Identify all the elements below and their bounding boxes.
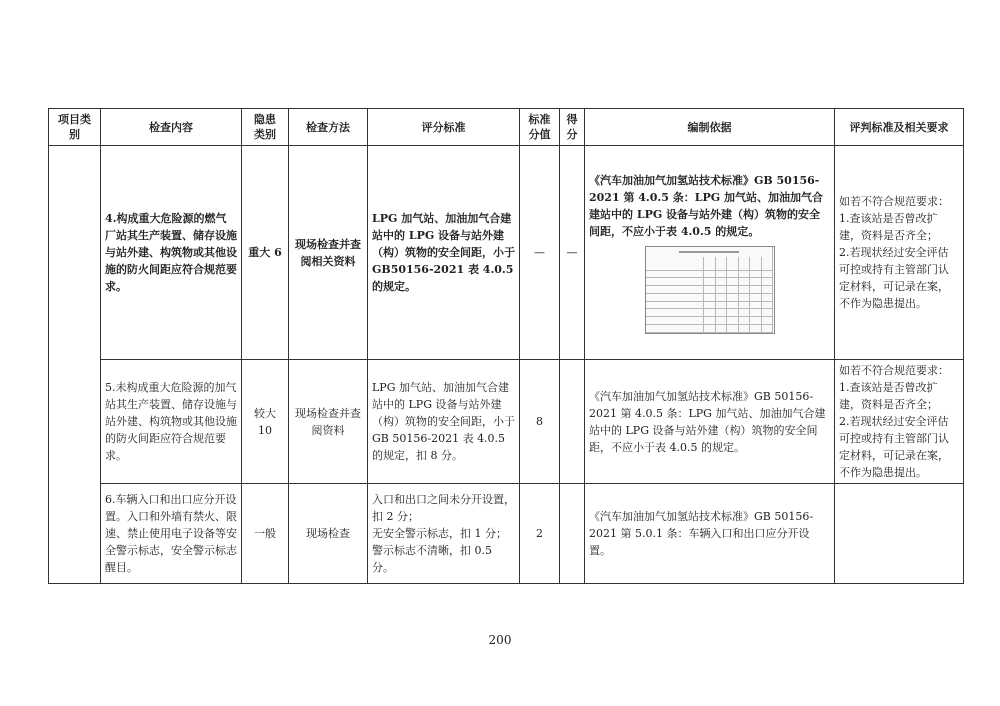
standard-score-cell: 2 — [520, 484, 560, 584]
header-requirements: 评判标准及相关要求 — [835, 109, 964, 146]
content-cell: 6.车辆入口和出口应分开设置。入口和外墙有禁火、限速、禁止使用电子设备等安全警示标志，安全警示标志醒目。 — [101, 484, 242, 584]
table-4-0-5-image — [645, 246, 775, 334]
criteria-cell: 入口和出口之间未分开设置，扣 2 分； 无安全警示标志，扣 1 分； 警示标志不清晰，扣 0.5 分。 — [368, 484, 520, 584]
header-method: 检查方法 — [289, 109, 368, 146]
score-cell — [560, 360, 585, 484]
header-content: 检查内容 — [101, 109, 242, 146]
hazard-cell: 较大 10 — [242, 360, 289, 484]
header-row — [49, 109, 964, 146]
requirements-cell: 如若不符合规范要求： 1.查该站是否曾改扩建，资料是否齐全； 2.若现状经过安全评估可控或持有主管部门认定材料，可记录在案，不作为隐患提出。 — [835, 360, 964, 484]
basis-cell: 《汽车加油加气加氢站技术标准》GB 50156-2021 第 4.0.5 条：LPG 加气站、加油加气合建站中的 LPG 设备与站外建（构）筑物的安全间距，不应小于表 4.0.5 的规定。 — [585, 360, 835, 484]
header-standard-score: 标准 分值 — [520, 109, 560, 146]
header-hazard: 隐患 类别 — [242, 109, 289, 146]
requirements-cell — [835, 484, 964, 584]
table-row — [49, 484, 964, 584]
project-category-cell — [49, 146, 101, 584]
score-cell: — — [560, 146, 585, 360]
method-cell: 现场检查并查阅相关资料 — [289, 146, 368, 360]
criteria-cell: LPG 加气站、加油加气合建站中的 LPG 设备与站外建（构）筑物的安全间距，小于 GB50156-2021 表 4.0.5 的规定。 — [368, 146, 520, 360]
hazard-cell: 重大 6 — [242, 146, 289, 360]
hazard-cell: 一般 — [242, 484, 289, 584]
page-number: 200 — [488, 633, 512, 647]
method-cell: 现场检查 — [289, 484, 368, 584]
header-criteria: 评分标准 — [368, 109, 520, 146]
requirements-cell: 如若不符合规范要求： 1.查该站是否曾改扩建，资料是否齐全； 2.若现状经过安全评估可控或持有主管部门认定材料，可记录在案，不作为隐患提出。 — [835, 146, 964, 360]
inspection-table — [48, 108, 964, 584]
basis-cell: 《汽车加油加气加氢站技术标准》GB 50156-2021 第 5.0.1 条：车辆入口和出口应分开设置。 — [585, 484, 835, 584]
standard-score-cell: 8 — [520, 360, 560, 484]
criteria-cell: LPG 加气站、加油加气合建站中的 LPG 设备与站外建（构）筑物的安全间距，小于 GB 50156-2021 表 4.0.5 的规定，扣 8 分。 — [368, 360, 520, 484]
header-score: 得 分 — [560, 109, 585, 146]
content-cell: 5.未构成重大危险源的加气站其生产装置、储存设施与站外建、构筑物或其他设施的防火间距应符合规范要求。 — [101, 360, 242, 484]
basis-cell — [585, 146, 835, 360]
basis-text: 《汽车加油加气加氢站技术标准》GB 50156-2021 第 4.0.5 条：LPG 加气站、加油加气合建站中的 LPG 设备与站外建（构）筑物的安全间距，不应小于表 4.0.5 的规定。 — [589, 173, 823, 238]
score-cell — [560, 484, 585, 584]
header-basis: 编制依据 — [585, 109, 835, 146]
standard-score-cell: — — [520, 146, 560, 360]
method-cell: 现场检查并查阅资料 — [289, 360, 368, 484]
table-row — [49, 146, 964, 360]
table-row — [49, 360, 964, 484]
header-project: 项目类 别 — [49, 109, 101, 146]
content-cell: 4.构成重大危险源的燃气厂站其生产装置、储存设施与站外建、构筑物或其他设施的防火间距应符合规范要求。 — [101, 146, 242, 360]
